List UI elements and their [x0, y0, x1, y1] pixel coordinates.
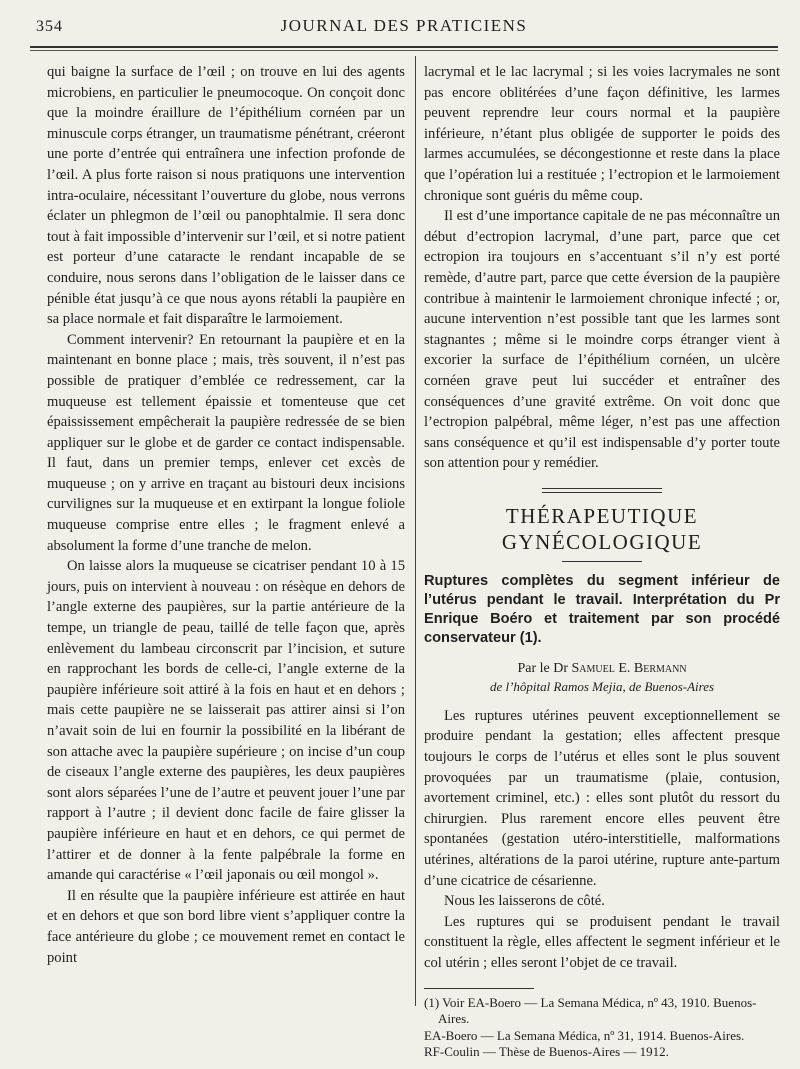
footnote-rule: [424, 988, 534, 989]
footnote: EA-Boero — La Semana Médica, nº 31, 1914. Buenos-Aires.: [424, 1027, 745, 1043]
author-affiliation: de l’hôpital Ramos Mejia, de Buenos-Aires: [489, 678, 715, 694]
running-title: JOURNAL DES PRATICIENS: [280, 16, 528, 35]
paragraph: Les ruptures qui se produisent pendant le travail constituent la règle, elles affectent le segment inférieur et le col utérin ; elles seront l’objet de ce travail.: [424, 913, 780, 971]
paragraph: Comment intervenir? En retournant la paupière et en la maintenant en bonne place ; mais, très souvent, il n’est pas possible de pratiquer d’emblée ce redressement, car la muqueuse est tellement épaissie et tomenteuse que cet épaississement empêcherait la paupière redressée de se bien appliquer sur le globe et de garder ce contact indispensable. Il faut, dans un premier temps, enlever cet excès de muqueuse ; on y arrive en traçant au bistouri deux incisions curvilignes sur la muqueuse et en extirpant la longue foliole muqueuse comprise entre elles ; le fragment enlevé a absolument la forme d’une tranche de melon.: [47, 331, 405, 554]
left-column: [47, 62, 405, 968]
footnotes: [424, 995, 780, 1061]
header-rule: [30, 46, 778, 48]
paragraph: Il en résulte que la paupière inférieure est attirée en haut et en dehors et que son bord libre vient s’appliquer contre la face antérieure du globe ; ce mouvement remet en contact le point: [47, 887, 405, 966]
page-header: [30, 14, 778, 40]
paragraph: Les ruptures utérines peuvent exceptionnellement se produire pendant la gestation; elles affectent presque toujours le corps de l’utérus et elles sont le plus souvent provoquées par un traumatisme (plaie, contusion, avortement criminel, etc.) : elles sont plutôt du ressort du chirurgien. Plus rarement encore elles peuvent être spontanées (gestation utéro-interstitielle, malformations utérines, altérations de la paroi utérine, rupture ante-partum d’une cicatrice de césarienne.: [424, 707, 780, 889]
paragraph: lacrymal et le lac lacrymal ; si les voies lacrymales ne sont pas encore oblitérées d’une façon définitive, les larmes peuvent reprendre leur cours normal et la paupière inférieure, n’étant plus obligée de supporter le poids des larmes accumulées, se décongestionne et reste dans la place que l’opération lui a restituée ; l’ectropion et le larmoiement chronique sont guéris du même coup.: [424, 64, 780, 204]
header-rule-thin: [30, 50, 778, 51]
byline-prefix: Par le Dr: [517, 660, 568, 676]
section-separator: [542, 492, 662, 493]
title-rule: [562, 561, 642, 562]
column-divider: [415, 56, 416, 1006]
paragraph: qui baigne la surface de l’œil ; on trouve en lui des agents microbiens, en particulier le pneumocoque. On conçoit donc que la moindre éraillure de l’épithélium cornéen par un minuscule corps étranger, un traumatisme pénétrant, créeront une porte d’entrée qui entraînera une infection profonde de l’œil. A plus forte raison si nous pratiquons une intervention intra-oculaire, nécessitant l’ouverture du globe, nous verrons éclater un phlegmon de l’œil ou panophtalmie. Il sera donc tout à fait impossible d’intervenir sur l’œil, et si notre patient est porteur d’une cataracte le rendant incapable de se conduire, nous serons dans l’obligation de le laisser dans ce pénible état jusqu’à ce que nous ayons rétabli la paupière en sa place normale et fait disparaître le larmoiement.: [47, 64, 405, 328]
footnote: (1) Voir EA-Boero — La Semana Médica, nº 43, 1910. Buenos-Aires.: [424, 994, 757, 1027]
byline: [424, 660, 780, 678]
paragraph: On laisse alors la muqueuse se cicatriser pendant 10 à 15 jours, puis on intervient à nouveau : on résèque en dehors de l’angle externe des paupières, sur la partie antérieure de la tempe, un triangle de peau, taillé de telle façon que, après enlèvement du lambeau circonscrit par l’incision, et suture en rapprochant les bords de celle-ci, l’angle externe de la paupière inférieure soit attiré à la fois en haut et en dehors ; mais cette paupière ne se laisserait pas attirer ainsi si l’on n’avait soin de lui en fournir la possibilité en la libérant de son attache avec la paupière supérieure ; on incise d’un coup de ciseaux l’angle externe des paupières, les deux paupières sont alors séparées l’une de l’autre et peuvent jouer l’une par rapport à l’autre ; il devient donc facile de faire glisser la paupière inférieure en haut et en dehors, ce qui permet de l’attirer et de donner à la fente palpébrale la forme en amande qui caractérise « l’œil japonais ou œil mongol ».: [47, 558, 405, 884]
author-name: Samuel E. Bermann: [571, 660, 687, 676]
section-separator: [542, 488, 662, 489]
section-title: THÉRAPEUTIQUE GYNÉCOLOGIQUE: [501, 503, 703, 554]
article-title: Ruptures complètes du segment inférieur de l’utérus pendant le travail. Interprétation du Pr Enrique Boéro et traitement par son procédé conservateur (1).: [424, 572, 780, 646]
paragraph: Il est d’une importance capitale de ne pas méconnaître un début d’ectropion lacrymal, d’une part, parce que cet ectropion ira toujours en s’accentuant s’il n’y est porté remède, d’autre part, parce que cette éversion de la paupière contribue à maintenir le larmoiement chronique infecté ; or, aucune intervention n’est possible tant que les larmes sont stagnantes ; même si le moindre corps étranger vient à excorier la surface de l’épithélium cornéen, un ulcère cornéen grave peut lui succéder et entraîner des conséquences d’une gravité extrême. On voit donc que l’ectropion palpébral, même léger, n’est pas une affection sans conséquence et qu’il est indispensable d’y porter toute son attention pour y remédier.: [424, 208, 780, 472]
footnote: RF-Coulin — Thèse de Buenos-Aires — 1912.: [424, 1044, 669, 1060]
page-number: 354: [36, 18, 63, 35]
right-column: [424, 62, 780, 1061]
paragraph: Nous les laisserons de côté.: [444, 893, 605, 910]
